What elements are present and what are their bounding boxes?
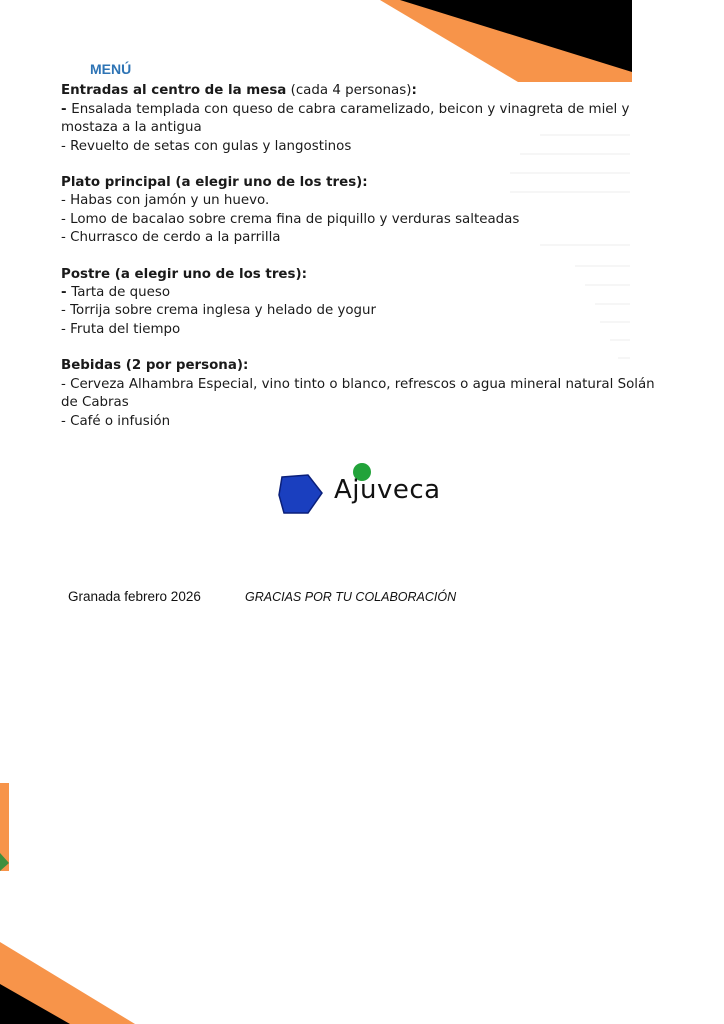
list-item: - Churrasco de cerdo a la parrilla [61, 230, 281, 246]
list-item: - Revuelto de setas con gulas y langostinos [61, 138, 352, 154]
bottom-left-decoration [0, 942, 135, 1024]
section-bebidas [61, 357, 661, 431]
footer-thanks: GRACIAS POR TU COLABORACIÓN [245, 590, 457, 604]
section-heading: Plato principal (a elegir uno de los tres): [61, 175, 368, 191]
section-plato-principal [61, 174, 661, 248]
section-entradas [61, 82, 661, 156]
section-heading: Bebidas (2 por persona): [61, 358, 249, 374]
menu-title: MENÚ [90, 61, 132, 77]
list-item: - Café o infusión [61, 413, 171, 429]
ajuveca-logo [278, 461, 448, 519]
menu-content [61, 60, 661, 449]
section-postre [61, 266, 661, 340]
section-heading: Entradas al centro de la mesa (cada 4 personas): [61, 83, 417, 99]
list-item: - Ensalada templada con queso de cabra caramelizado, beicon y vinagreta de miel y mostaza a la antigua [61, 101, 630, 136]
list-item: - Lomo de bacalao sobre crema fina de piquillo y verduras salteadas [61, 211, 520, 227]
list-item: - Habas con jamón y un huevo. [61, 193, 270, 209]
list-item: - Tarta de queso [61, 285, 171, 301]
list-item: - Cerveza Alhambra Especial, vino tinto o blanco, refrescos o agua mineral natural Solán de Cabras [61, 376, 655, 411]
list-item: - Fruta del tiempo [61, 321, 181, 337]
section-heading: Postre (a elegir uno de los tres): [61, 266, 307, 282]
logo-text: Ajuveca [334, 475, 441, 505]
left-edge-decoration [0, 783, 12, 871]
footer-place-date: Granada febrero 2026 [68, 589, 201, 604]
list-item: - Torrija sobre crema inglesa y helado de yogur [61, 303, 377, 319]
